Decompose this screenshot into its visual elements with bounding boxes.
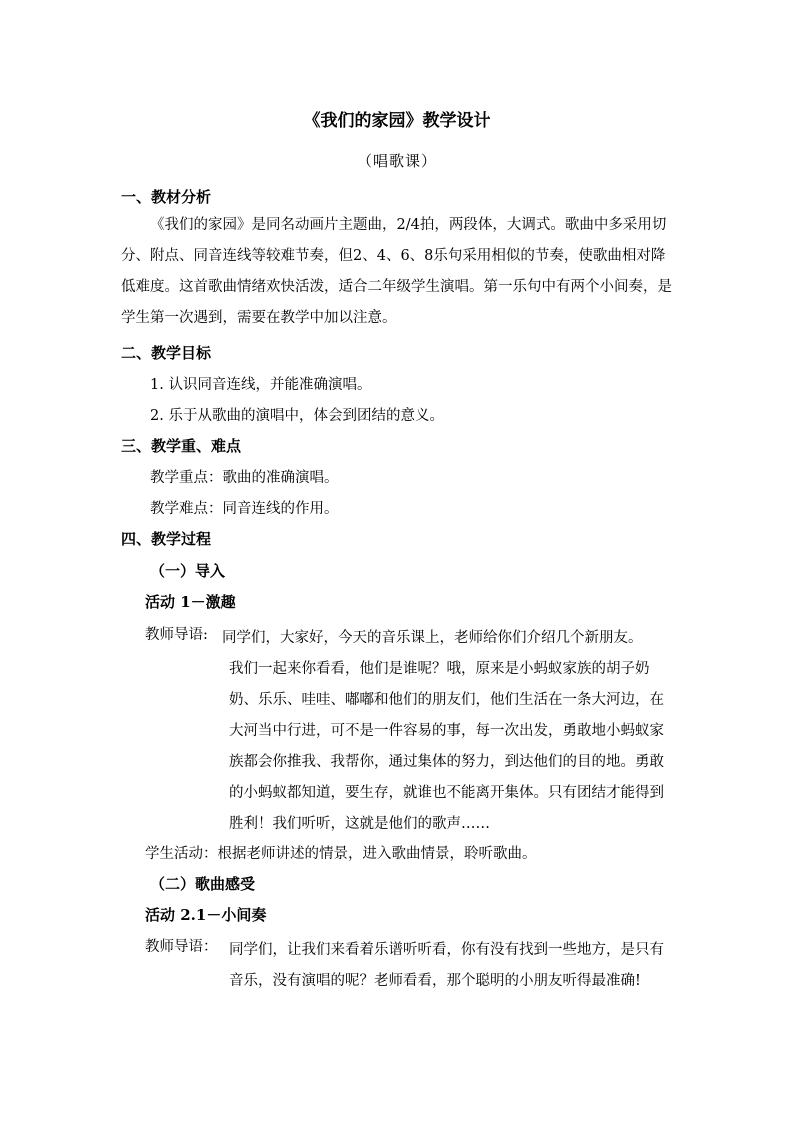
teacher-speech-text: 同学们，让我们来看着乐谱听听看，你有没有找到一些地方，是只有音乐，没有演唱的呢？老师看看，那个聪明的小朋友听得最准确!	[229, 942, 664, 989]
section-heading-goals: 二、教学目标	[121, 344, 212, 362]
teacher-speech-1	[145, 623, 677, 833]
analysis-paragraph: 《我们的家园》是同名动画片主题曲，2/4拍，两段体，大调式。歌曲中多采用切分、附点、同音连线等较难节奏，但2、4、6、8乐句采用相似的节奏，使歌曲相对降低难度。这首歌曲情绪欢快活泼，适合二年级学生演唱。第一乐句中有两个小间奏，是学生第一次遇到，需要在教学中加以注意。	[121, 217, 672, 326]
teacher-speech-first-line: 同学们，大家好，今天的音乐课上，老师给你们介绍几个新朋友。	[222, 630, 643, 646]
document-subtitle: （唱歌课）	[356, 152, 437, 170]
activity-heading-2-1: 活动 2.1－小间奏	[145, 906, 267, 924]
teacher-speech-2	[145, 935, 677, 1035]
difficult-point-text: 教学难点：同音连线的作用。	[150, 501, 339, 517]
section-heading-process: 四、教学过程	[121, 530, 212, 548]
goal-item-1: 1. 认识同音连线，并能准确演唱。	[150, 377, 372, 393]
activity-heading-1: 活动 1－激趣	[145, 593, 236, 611]
teacher-speech-text: 我们一起来你看看，他们是谁呢？哦，原来是小蚂蚁家族的胡子奶奶、乐乐、哇哇、嘟嘟和他们的朋友们，他们生活在一条大河边，在大河当中行进，可不是一件容易的事，每一次出发，勇敢地小蚂蚁家族都会你推我、我帮你，通过集体的努力，到达他们的目的地。勇敢的小蚂蚁都知道，要生存，就谁也不能离开集体。只有团结才能得到胜利！我们听听，这就是他们的歌声……	[229, 661, 664, 832]
goal-item-2: 2. 乐于从歌曲的演唱中，体会到团结的意义。	[150, 408, 444, 424]
teacher-speech-label: 教师导语：	[145, 939, 218, 955]
student-activity-text: 学生活动：根据老师讲述的情景，进入歌曲情景，聆听歌曲。	[145, 846, 537, 862]
section-heading-key-points: 三、教学重、难点	[121, 437, 242, 455]
part-heading-intro: （一）导入	[150, 562, 226, 580]
section-heading-analysis: 一、教材分析	[121, 188, 212, 206]
document-title: 《我们的家园》教学设计	[303, 111, 491, 131]
teacher-speech-label: 教师导语:	[145, 627, 208, 643]
key-point-text: 教学重点：歌曲的准确演唱。	[150, 470, 339, 486]
part-heading-song-feel: （二）歌曲感受	[150, 875, 256, 893]
